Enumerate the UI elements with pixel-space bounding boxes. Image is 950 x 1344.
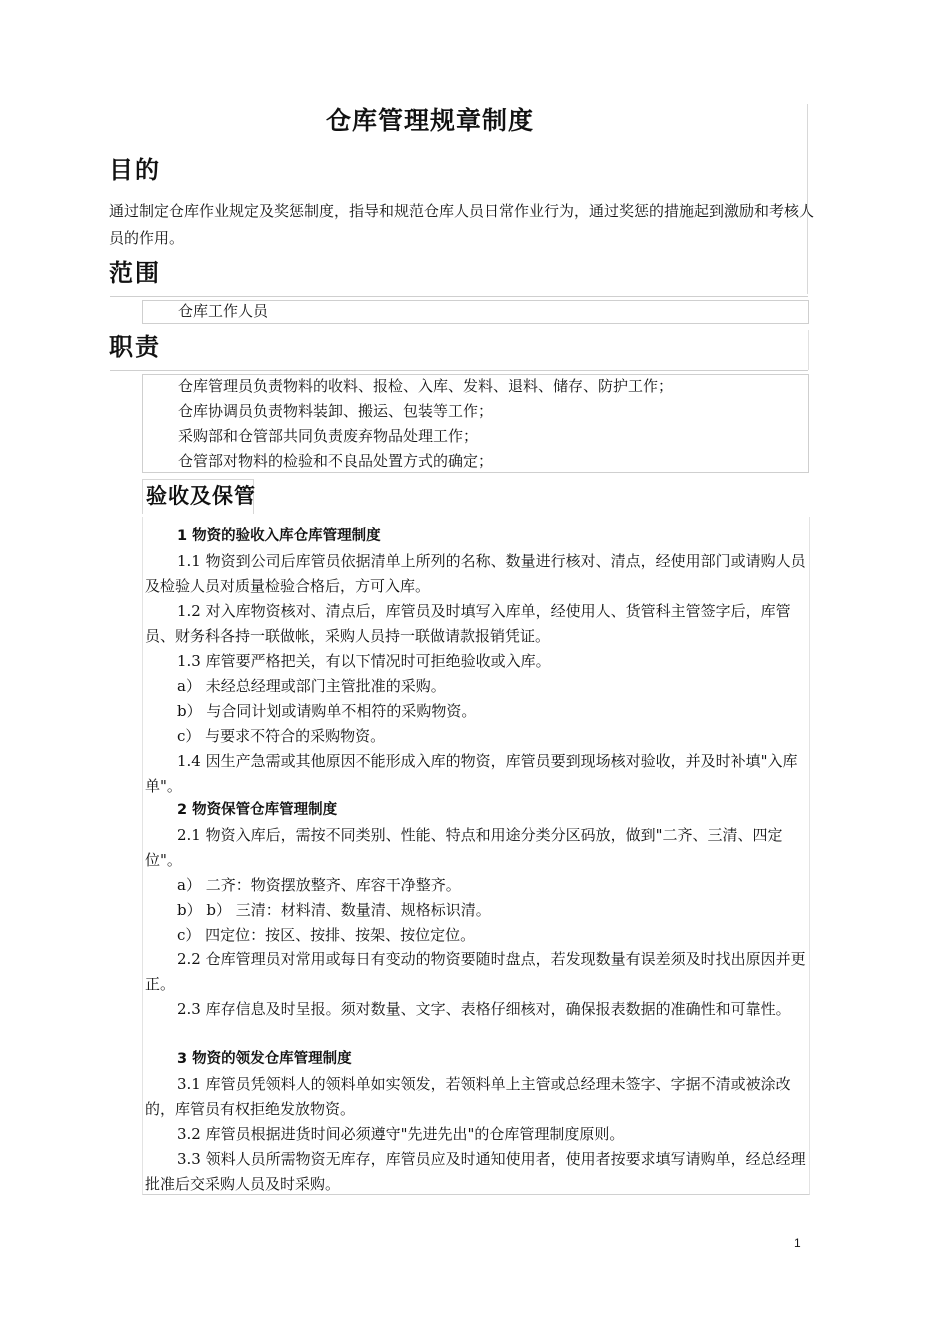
- clause-paragraph: 3.1 库管员凭领料人的领料单如实领发，若领料单上主管或总经理未签字、字据不清或被涂改的，库管员有权拒绝发放物资。: [145, 1075, 791, 1118]
- divider: [110, 296, 808, 297]
- purpose-heading: 目的: [109, 155, 161, 184]
- clause-paragraph: 1.2 对入库物资核对、清点后，库管员及时填写入库单，经使用人、货管科主管签字后，库管员、财务科各持一联做帐，采购人员持一联做请款报销凭证。: [145, 602, 791, 645]
- duty-item: 仓库协调员负责物料装卸、搬运、包装等工作；: [178, 402, 494, 420]
- document-title: 仓库管理规章制度: [325, 106, 534, 135]
- clause-paragraph: 1.1 物资到公司后库管员依据清单上所列的名称、数量进行核对、清点，经使用部门或请购人员及检验人员对质量检验合格后，方可入库。: [145, 552, 806, 595]
- duty-item: 采购部和仓管部共同负责废弃物品处理工作；: [178, 427, 479, 445]
- list-item: b） b） 三清：材料清、数量清、规格标识清。: [177, 901, 491, 919]
- list-item: b） 与合同计划或请购单不相符的采购物资。: [177, 702, 477, 720]
- scope-text: 仓库工作人员: [178, 302, 269, 320]
- divider: [110, 370, 808, 371]
- clause-paragraph: 2.3 库存信息及时呈报。须对数量、文字、表格仔细核对，确保报表数据的准确性和可靠性。: [177, 1000, 791, 1018]
- acceptance-heading: 验收及保管: [146, 483, 256, 508]
- page-number: 1: [794, 1236, 801, 1250]
- duty-item: 仓管部对物料的检验和不良品处置方式的确定；: [178, 452, 494, 470]
- clause-paragraph: 2.2 仓库管理员对常用或每日有变动的物资要随时盘点，若发现数量有误差须及时找出原因并更正。: [145, 950, 806, 993]
- duties-heading: 职责: [109, 332, 161, 361]
- clause-paragraph: 3.3 领料人员所需物资无库存，库管员应及时通知使用者，使用者按要求填写请购单，经总经理批准后交采购人员及时采购。: [145, 1150, 806, 1193]
- section-heading: 2 物资保管仓库管理制度: [177, 802, 338, 818]
- list-item: a） 二齐：物资摆放整齐、库容干净整齐。: [177, 876, 461, 894]
- clause-paragraph: 1.3 库管要严格把关，有以下情况时可拒绝验收或入库。: [177, 652, 551, 670]
- duty-item: 仓库管理员负责物料的收料、报检、入库、发料、退料、储存、防护工作；: [178, 377, 674, 395]
- duties-heading-box: [110, 330, 809, 370]
- section-heading: 1 物资的验收入库仓库管理制度: [177, 528, 381, 544]
- scope-heading: 范围: [109, 258, 161, 287]
- list-item: a） 未经总经理或部门主管批准的采购。: [177, 677, 446, 695]
- section-heading: 3 物资的领发仓库管理制度: [177, 1051, 352, 1067]
- clause-paragraph: 1.4 因生产急需或其他原因不能形成入库的物资，库管员要到现场核对验收，并及时补填"入库单"。: [145, 752, 798, 795]
- purpose-text: 通过制定仓库作业规定及奖惩制度，指导和规范仓库人员日常作业行为，通过奖惩的措施起到激励和考核人员的作用。: [109, 202, 815, 247]
- clause-paragraph: 3.2 库管员根据进货时间必须遵守"先进先出"的仓库管理制度原则。: [177, 1125, 625, 1143]
- clause-paragraph: 2.1 物资入库后，需按不同类别、性能、特点和用途分类分区码放，做到"二齐、三清、四定位"。: [145, 826, 783, 869]
- list-item: c） 四定位：按区、按排、按架、按位定位。: [177, 926, 476, 944]
- list-item: c） 与要求不符合的采购物资。: [177, 727, 386, 745]
